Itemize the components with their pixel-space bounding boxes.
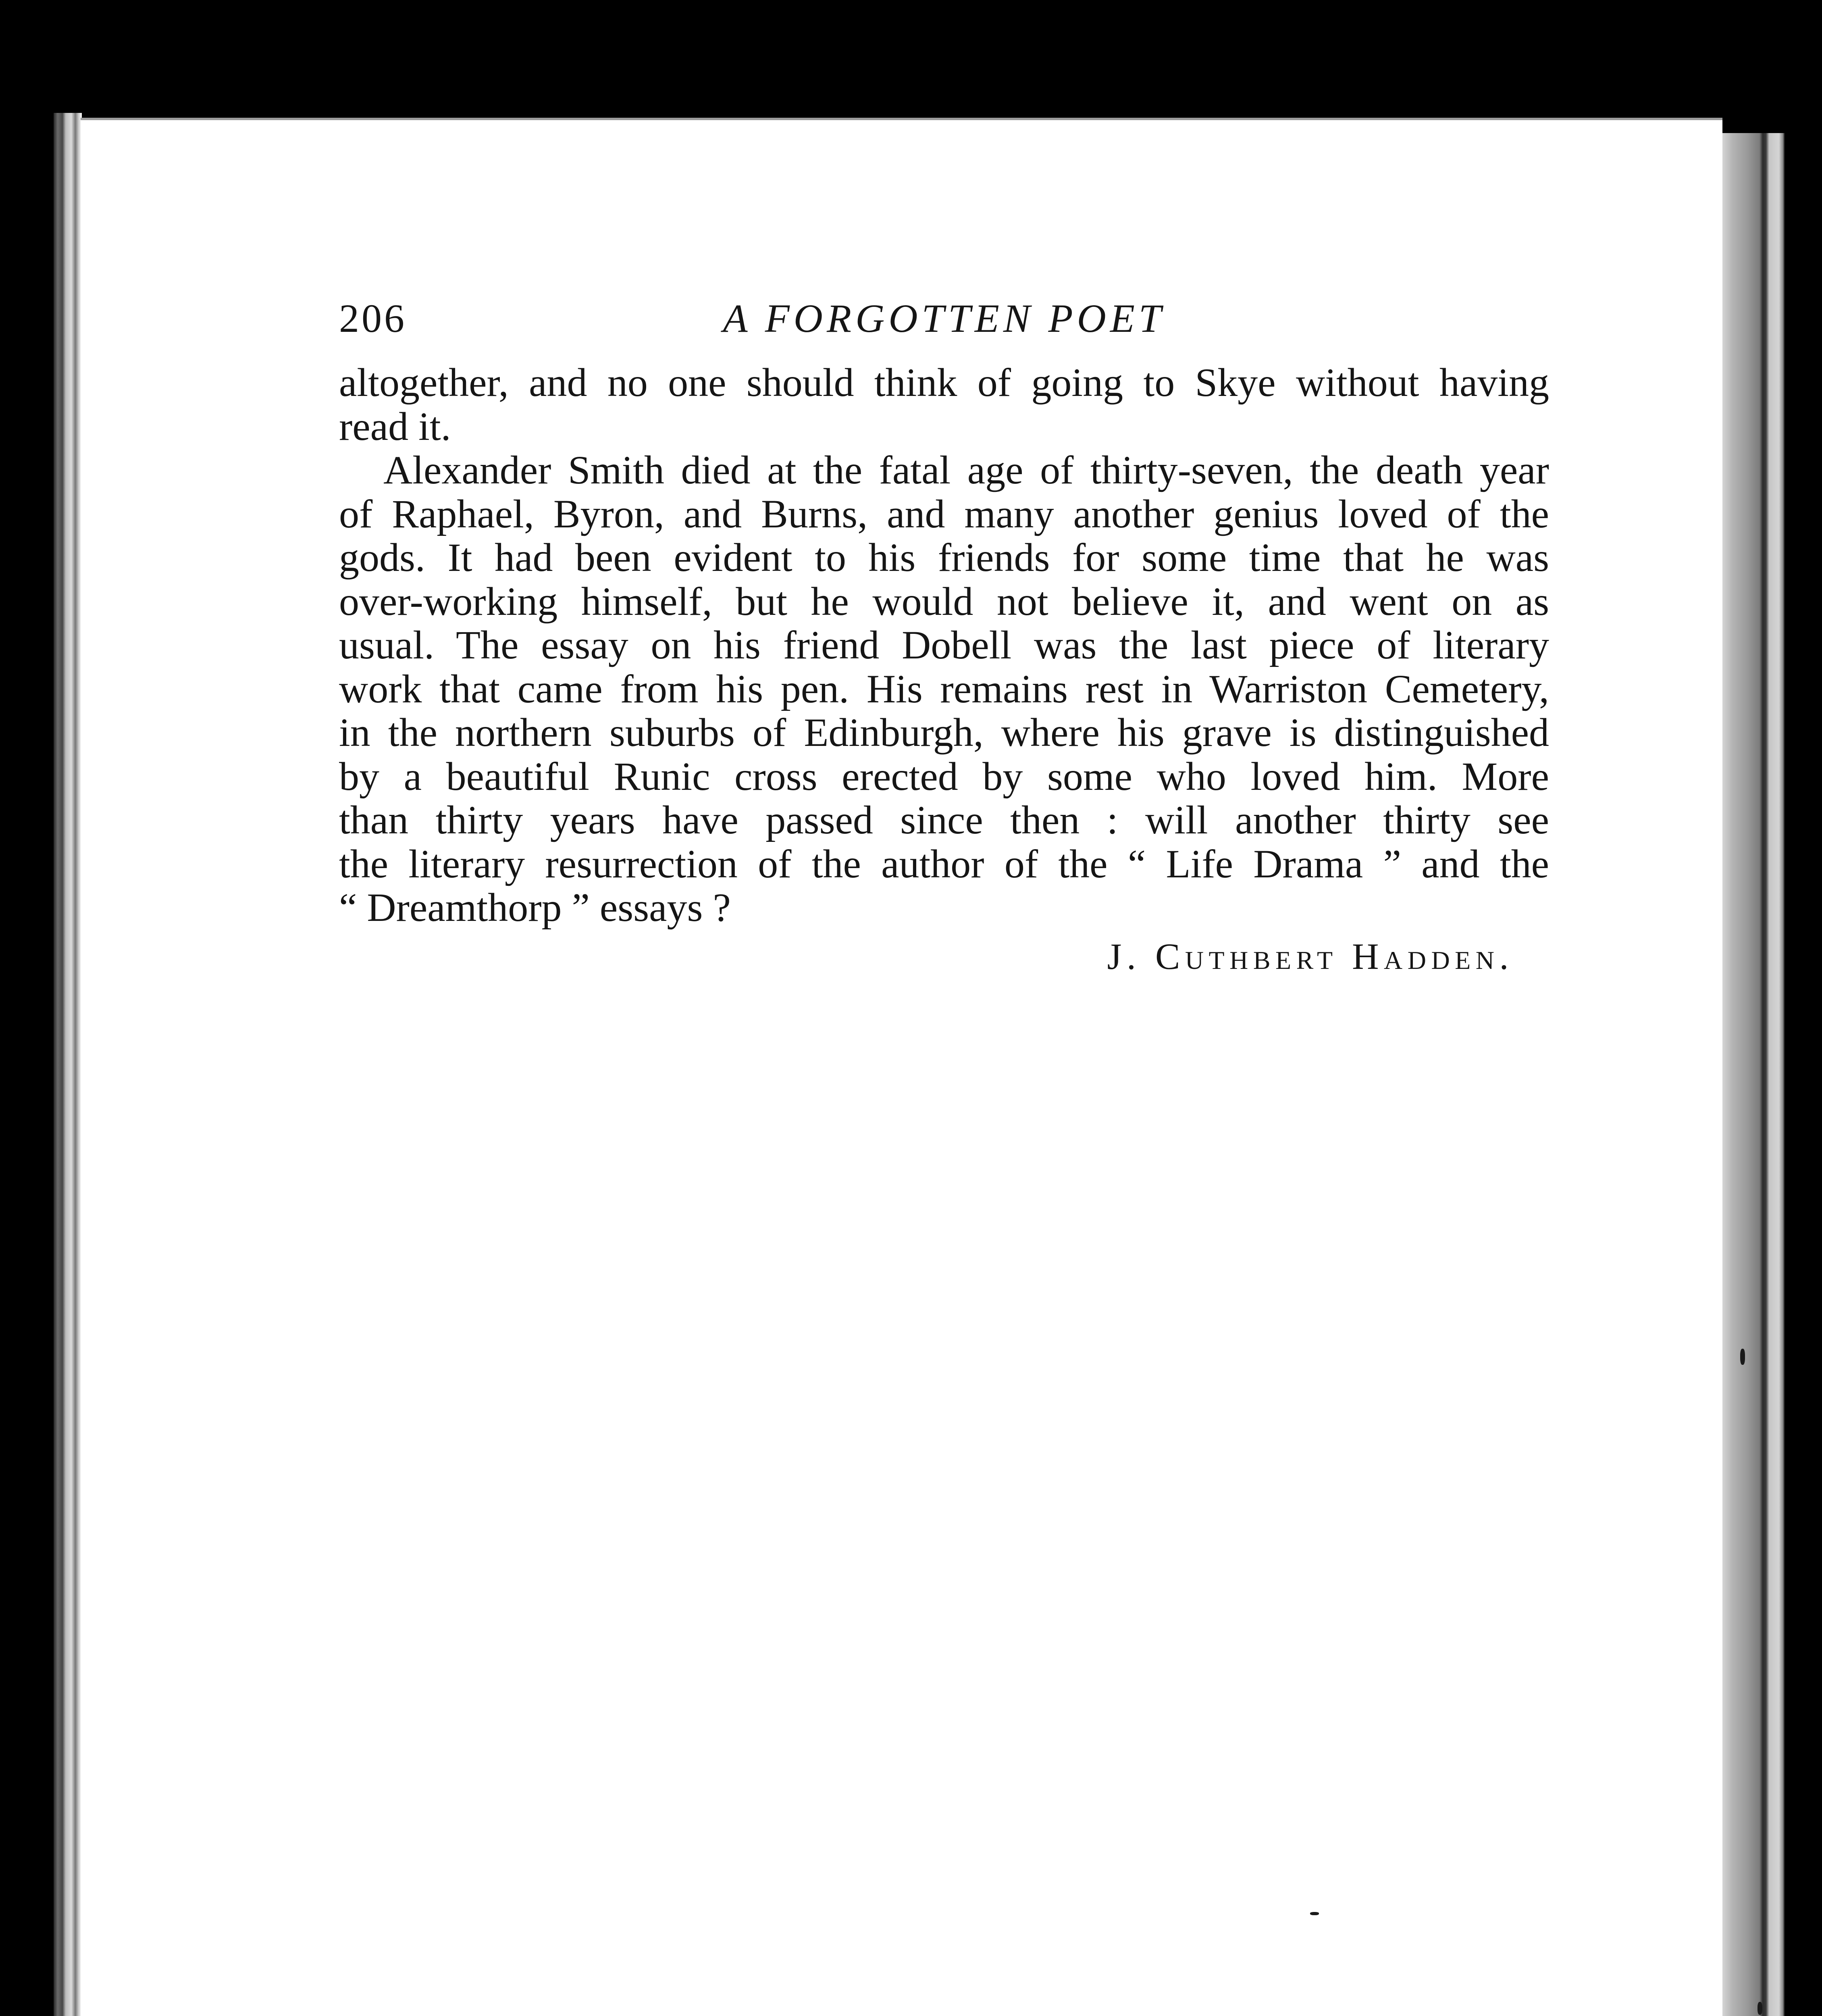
text-line: usual. The essay on his friend Dobell was the last piece of literary <box>339 623 1549 667</box>
paragraph <box>339 448 1549 930</box>
text-line: work that came from his pen. His remains rest in Warriston Cemetery, <box>339 666 1549 711</box>
body-text <box>339 361 1549 978</box>
text-line: over-working himself, but he would not believe it, and went on as <box>339 579 1549 624</box>
speck <box>1740 1349 1745 1365</box>
gutter-shadow-right <box>1722 133 1785 2016</box>
text-line: altogether, and no one should think of going to Skye without having <box>339 360 1549 405</box>
speck <box>1758 2002 1762 2015</box>
text-line: Alexander Smith died at the fatal age of thirty-seven, the death year <box>383 448 1549 492</box>
speck <box>1310 1912 1319 1915</box>
text-line: gods. It had been evident to his friends for some time that he was <box>339 535 1549 580</box>
running-head <box>339 298 1549 339</box>
text-line: of Raphael, Byron, and Burns, and many another genius loved of the <box>339 491 1549 536</box>
text-line: the literary resurrection of the author of the “ Life Drama ” and the <box>339 841 1549 886</box>
author-signature: J. Cuthbert Hadden. <box>1107 935 1514 977</box>
text-line: read it. <box>339 404 451 449</box>
text-line: in the northern suburbs of Edinburgh, where his grave is distinguished <box>339 710 1549 755</box>
page-edges-left <box>54 113 82 2016</box>
text-line: by a beautiful Runic cross erected by some who loved him. More <box>339 754 1549 799</box>
page-number: 206 <box>339 296 407 341</box>
running-title: A FORGOTTEN POET <box>723 296 1165 341</box>
paragraph <box>339 361 1549 448</box>
text-line: “ Dreamthorp ” essays ? <box>339 885 731 930</box>
text-line: than thirty years have passed since then : will another thirty see <box>339 798 1549 842</box>
